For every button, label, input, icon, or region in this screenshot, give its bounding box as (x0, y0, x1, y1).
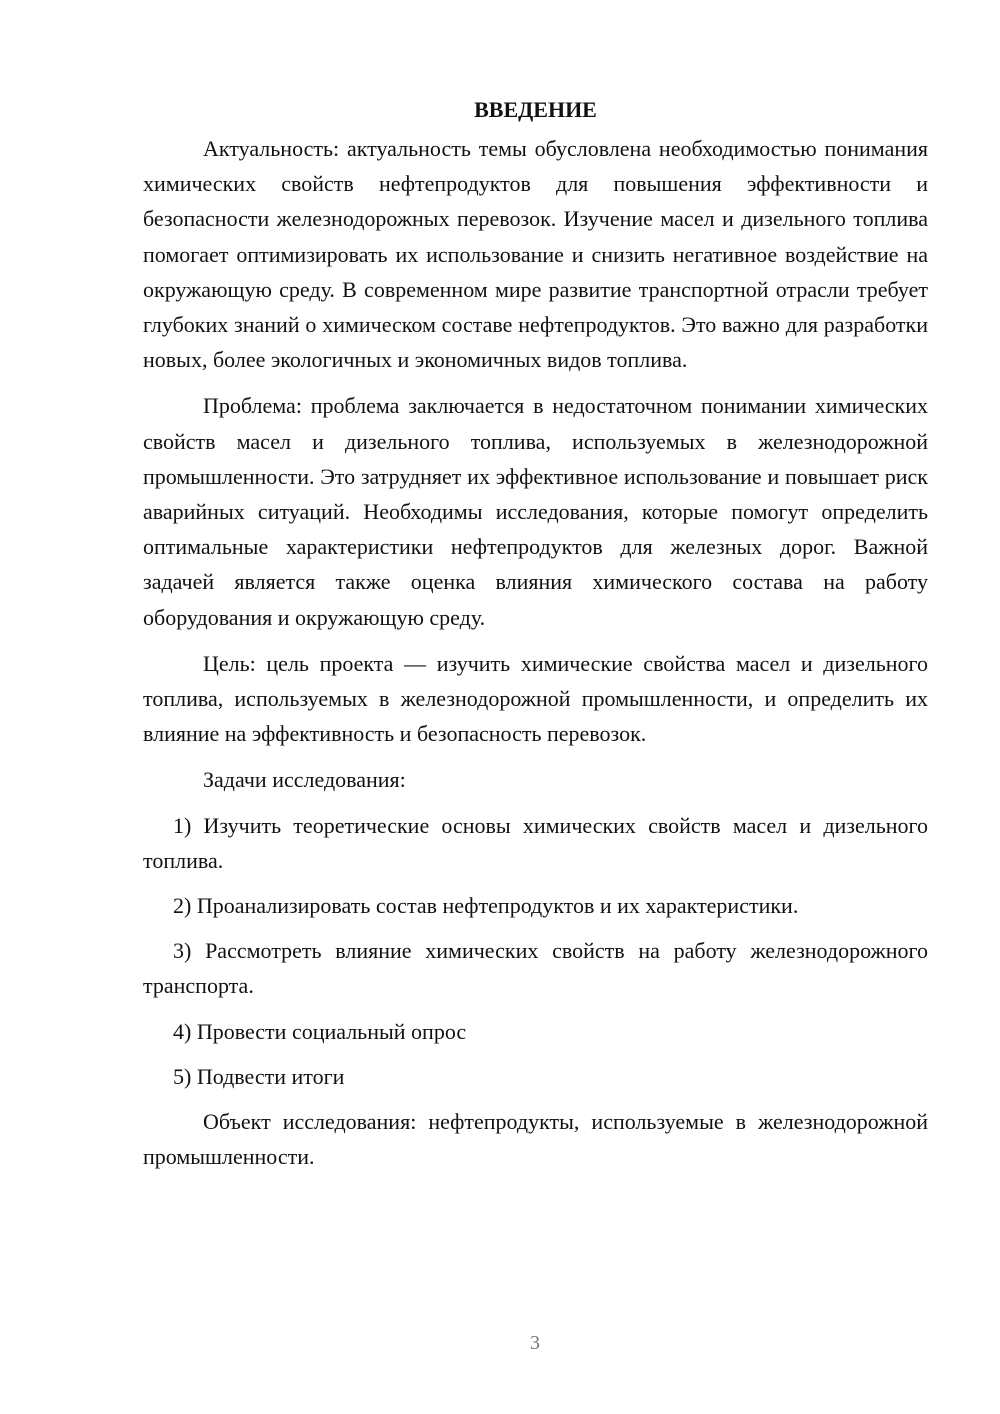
task-item: 1) Изучить теоретические основы химических свойств масел и дизельного топлива. (143, 812, 928, 873)
document-title: ВВЕДЕНИЕ (474, 97, 597, 122)
task-item: 4) Провести социальный опрос (173, 1018, 467, 1044)
page-number: 3 (530, 1332, 540, 1354)
tasks-heading: Задачи исследования: (203, 767, 406, 793)
document-page (143, 92, 928, 1174)
paragraph-goal: Цель: цель проекта — изучить химические свойства масел и дизельного топлива, используемых в железнодорожной промышленности, и определить их влияние на эффективность и безопасность перевозок. (143, 650, 928, 747)
task-item: 2) Проанализировать состав нефтепродуктов и их характеристики. (173, 893, 799, 919)
task-item: 3) Рассмотреть влияние химических свойств на работу железнодорожного транспорта. (143, 938, 928, 999)
paragraph-object: Объект исследования: нефтепродукты, используемые в железнодорожной промышленности. (143, 1109, 928, 1170)
task-item: 5) Подвести итоги (173, 1063, 345, 1089)
paragraph-problem: Проблема: проблема заключается в недостаточном понимании химических свойств масел и дизельного топлива, используемых в железнодорожной промышленности. Это затрудняет их эффективное использование и повышает риск аварийных ситуаций. Необходимы исследования, которые помогут определить оптимальные характеристики нефтепродуктов для железных дорог. Важной задачей является также оценка влияния химического состава на работу оборудования и окружающую среду. (143, 393, 928, 630)
paragraph-relevance: Актуальность: актуальность темы обусловлена необходимостью понимания химических свойств нефтепродуктов для повышения эффективности и безопасности железнодорожных перевозок. Изучение масел и дизельного топлива помогает оптимизировать их использование и снизить негативное воздействие на окружающую среду. В современном мире развитие транспортной отрасли требует глубоких знаний о химическом составе нефтепродуктов. Это важно для разработки новых, более экологичных и экономичных видов топлива. (143, 136, 928, 373)
